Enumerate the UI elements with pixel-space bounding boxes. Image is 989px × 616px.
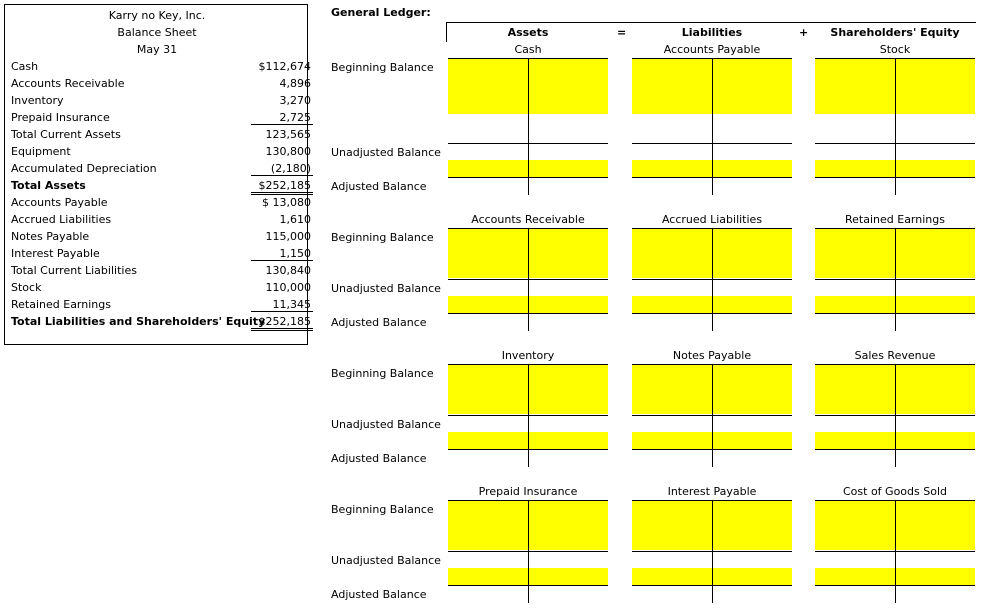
equity-header: Shareholders' Equity [830,26,960,39]
t-account-title-interest-payable: Interest Payable [667,485,757,498]
bs-row-total-current-assets [11,128,311,145]
bs-value: $ 13,080 [262,196,311,209]
bs-label: Stock [11,281,42,294]
bs-row-notes-payable [11,230,311,247]
bs-value: 3,270 [279,94,311,107]
bs-value: 115,000 [265,230,311,243]
balance-sheet [4,4,311,345]
t-account-title-accounts-payable: Accounts Payable [663,43,761,56]
company-name: Karry no Key, Inc. [108,9,206,22]
bs-row-prepaid-insurance [11,111,311,128]
bs-value: $252,185 [251,315,313,331]
bs-row-accounts-payable [11,196,311,213]
plus-sign: + [799,26,809,39]
bs-row-retained-earnings [11,298,311,315]
t-account-center-line [895,364,896,467]
t-account-center-line [528,364,529,467]
t-account-center-line [712,500,713,603]
bs-value: 11,345 [251,298,313,312]
bs-row-accumulated-depreciation [11,162,311,179]
bs-label: Total Assets [11,179,86,192]
bs-row-total-assets [11,179,311,196]
bs-row-stock [11,281,311,298]
bs-label: Total Current Assets [11,128,121,141]
t-account-center-line [895,228,896,331]
bs-value: 130,840 [265,264,311,277]
unadjusted-balance-label: Unadjusted Balance [331,554,441,567]
bs-value: 2,725 [251,111,313,125]
bs-label: Prepaid Insurance [11,111,110,124]
balance-sheet-date: May 31 [136,43,178,56]
bs-label: Notes Payable [11,230,90,243]
bs-row-total-liabilities-equity [11,315,311,332]
beginning-balance-label: Beginning Balance [331,61,434,74]
t-account-title-notes-payable: Notes Payable [672,349,752,362]
bs-label: Interest Payable [11,247,100,260]
beginning-balance-label: Beginning Balance [331,367,434,380]
bs-value: 130,800 [265,145,311,158]
bs-value: $112,674 [258,60,311,73]
t-account-title-retained-earnings: Retained Earnings [845,213,945,226]
t-account-title-prepaid-insurance: Prepaid Insurance [478,485,578,498]
t-account-title-inventory: Inventory [501,349,555,362]
t-account-title-sales-revenue: Sales Revenue [854,349,936,362]
unadjusted-balance-label: Unadjusted Balance [331,282,441,295]
bs-row-accounts-receivable [11,77,311,94]
t-account-center-line [712,228,713,331]
unadjusted-balance-label: Unadjusted Balance [331,146,441,159]
adjusted-balance-label: Adjusted Balance [331,452,427,465]
bs-row-interest-payable [11,247,311,264]
bs-label: Accrued Liabilities [11,213,112,226]
t-account-center-line [712,58,713,195]
t-account-center-line [895,500,896,603]
bs-row-cash [11,60,311,77]
bs-label: Accounts Receivable [11,77,125,90]
liabilities-header: Liabilities [681,26,743,39]
bs-row-inventory [11,94,311,111]
bs-row-equipment [11,145,311,162]
bs-row-accrued-liabilities [11,213,311,230]
t-account-center-line [528,228,529,331]
t-account-title-accounts-receivable: Accounts Receivable [471,213,585,226]
bs-label: Retained Earnings [11,298,111,311]
bs-label: Accounts Payable [11,196,108,209]
beginning-balance-label: Beginning Balance [331,503,434,516]
assets-header: Assets [507,26,549,39]
t-account-title-stock: Stock [879,43,911,56]
bs-value: 1,150 [251,247,313,261]
bs-value: 4,896 [279,77,311,90]
general-ledger-title: General Ledger: [331,6,431,19]
t-account-center-line [895,58,896,195]
beginning-balance-label: Beginning Balance [331,231,434,244]
bs-label: Total Current Liabilities [11,264,137,277]
bs-value: (2,180) [251,162,313,176]
adjusted-balance-label: Adjusted Balance [331,316,427,329]
t-account-title-accrued-liabilities: Accrued Liabilities [661,213,763,226]
bs-value: $252,185 [251,179,313,195]
bs-label: Accumulated Depreciation [11,162,157,175]
t-account-center-line [528,58,529,195]
t-account-center-line [712,364,713,467]
bs-label: Inventory [11,94,64,107]
adjusted-balance-label: Adjusted Balance [331,588,427,601]
bs-value: 110,000 [265,281,311,294]
t-account-title-cash: Cash [514,43,542,56]
bs-value: 1,610 [279,213,311,226]
bs-row-total-current-liabilities [11,264,311,281]
bs-label: Equipment [11,145,71,158]
unadjusted-balance-label: Unadjusted Balance [331,418,441,431]
equals-sign: = [617,26,627,39]
bs-label: Total Liabilities and Shareholders' Equity [11,315,266,328]
bs-label: Cash [11,60,39,73]
t-account-title-cost-of-goods-sold: Cost of Goods Sold [843,485,947,498]
t-account-center-line [528,500,529,603]
adjusted-balance-label: Adjusted Balance [331,180,427,193]
balance-sheet-title: Balance Sheet [117,26,197,39]
bs-value: 123,565 [265,128,311,141]
